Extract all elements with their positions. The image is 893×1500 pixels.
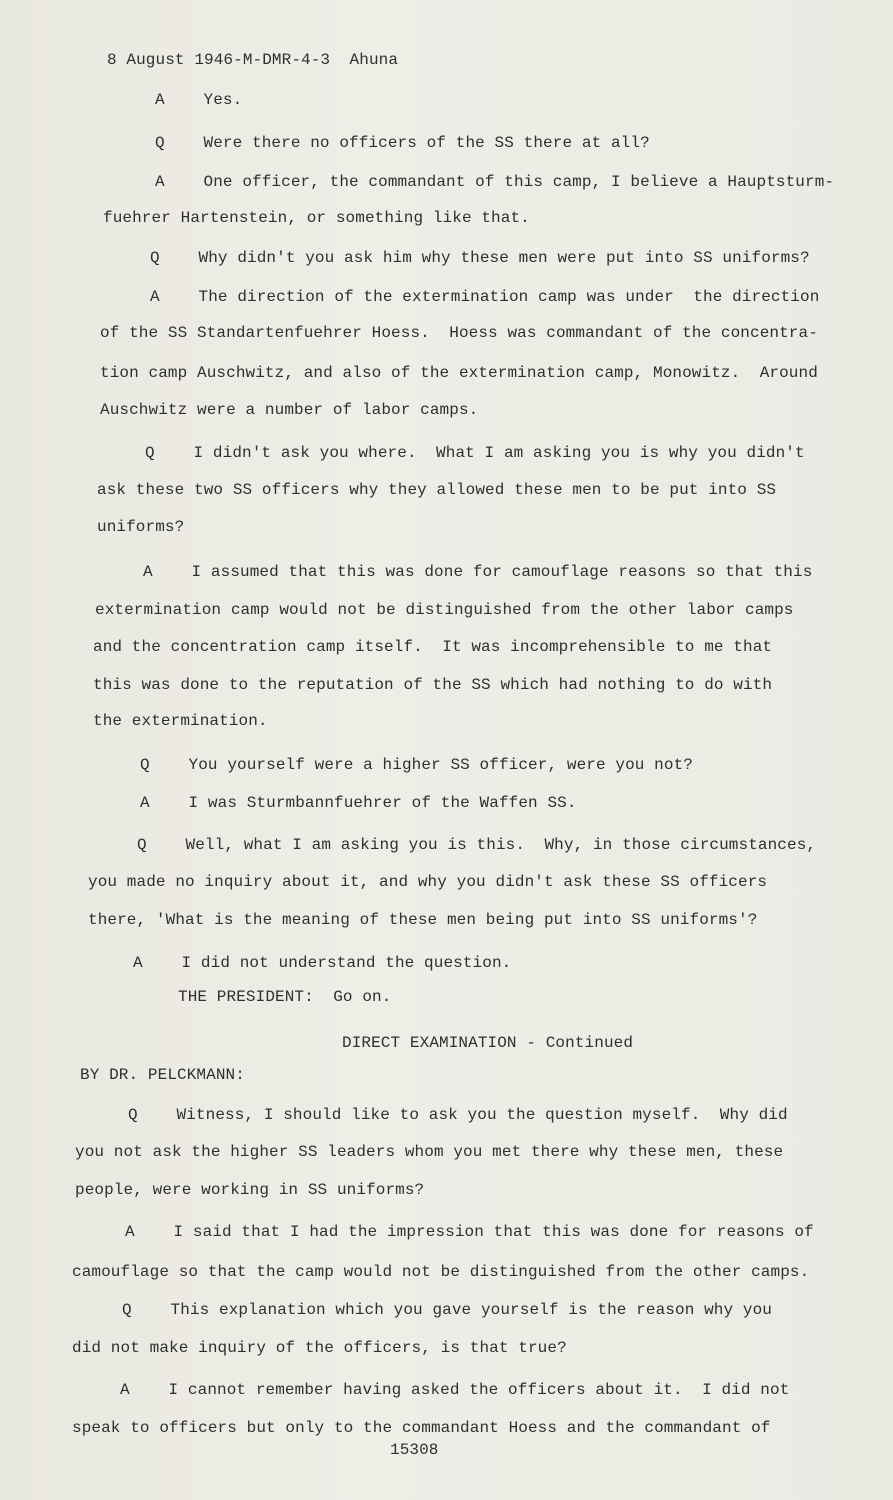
text-line: A I cannot remember having asked the officers about it. I did not	[120, 1381, 790, 1399]
text-line: Auschwitz were a number of labor camps.	[100, 401, 479, 419]
text-line: A I said that I had the impression that this was done for reasons of	[125, 1223, 814, 1241]
text-line: of the SS Standartenfuehrer Hoess. Hoess was commandant of the concentra-	[100, 324, 818, 342]
text-line: A One officer, the commandant of this camp, I believe a Hauptsturm-	[155, 173, 835, 191]
text-line: Q I didn't ask you where. What I am asking you is why you didn't	[145, 444, 805, 462]
page-number: 15308	[390, 1441, 439, 1459]
text-line: A I was Sturmbannfuehrer of the Waffen SS.	[140, 794, 577, 812]
text-line: Q You yourself were a higher SS officer, were you not?	[140, 756, 693, 774]
page-header: 8 August 1946-M-DMR-4-3 Ahuna	[107, 51, 399, 69]
text-line: camouflage so that the camp would not be distinguished from the other camps.	[72, 1263, 810, 1281]
text-line: there, 'What is the meaning of these men being put into SS uniforms'?	[88, 911, 758, 929]
text-line: Q Well, what I am asking you is this. Why, in those circumstances,	[137, 836, 817, 854]
text-line: A Yes.	[155, 91, 243, 109]
text-line: A I assumed that this was done for camouflage reasons so that this	[143, 563, 813, 581]
text-line: did not make inquiry of the officers, is that true?	[72, 1339, 567, 1357]
text-line: extermination camp would not be distinguished from the other labor camps	[95, 601, 794, 619]
text-line: fuehrer Hartenstein, or something like that.	[103, 209, 530, 227]
text-line: tion camp Auschwitz, and also of the extermination camp, Monowitz. Around	[100, 364, 818, 382]
examiner-line: BY DR. PELCKMANN:	[80, 1066, 245, 1084]
text-line: A I did not understand the question.	[133, 954, 512, 972]
text-line: speak to officers but only to the commandant Hoess and the commandant of	[72, 1419, 771, 1437]
text-line: you made no inquiry about it, and why you didn't ask these SS officers	[88, 873, 768, 891]
text-line: A The direction of the extermination camp was under the direction	[150, 288, 820, 306]
text-line: this was done to the reputation of the SS which had nothing to do with	[93, 676, 773, 694]
text-line: you not ask the higher SS leaders whom you met there why these men, these	[75, 1143, 784, 1161]
text-line: ask these two SS officers why they allowed these men to be put into SS	[97, 481, 777, 499]
section-heading: DIRECT EXAMINATION - Continued	[342, 1034, 634, 1052]
text-line: Q Were there no officers of the SS there at all?	[155, 134, 650, 152]
text-line: the extermination.	[93, 712, 268, 730]
text-line: people, were working in SS uniforms?	[75, 1181, 425, 1199]
text-line: Q Witness, I should like to ask you the question myself. Why did	[128, 1106, 788, 1124]
text-line: Q Why didn't you ask him why these men were put into SS uniforms?	[150, 249, 810, 267]
text-line: uniforms?	[97, 518, 185, 536]
text-line: Q This explanation which you gave yourself is the reason why you	[122, 1301, 773, 1319]
text-line: THE PRESIDENT: Go on.	[178, 988, 392, 1006]
text-line: and the concentration camp itself. It was incomprehensible to me that	[93, 638, 773, 656]
